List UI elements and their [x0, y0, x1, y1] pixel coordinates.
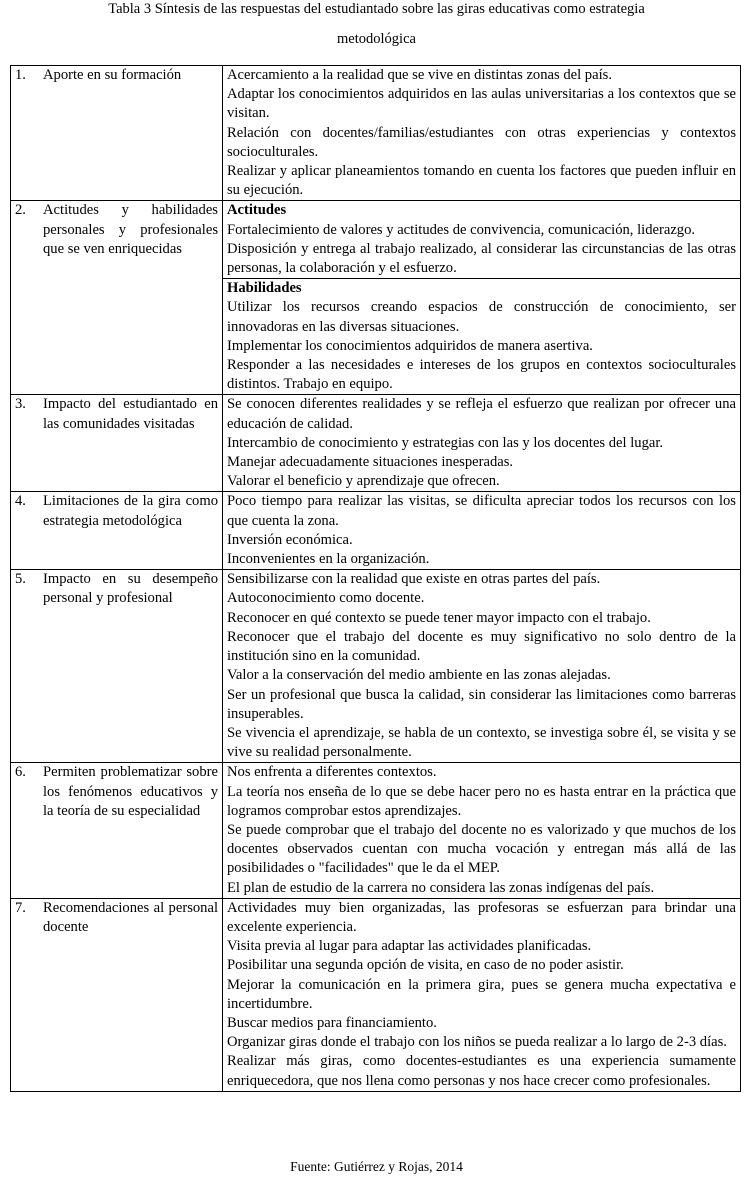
description-cell	[223, 279, 741, 395]
synthesis-table-body	[11, 66, 741, 1092]
description-item: Mejorar la comunicación en la primera gira, pues se genera mucha expectativa e incertidumbre.	[227, 976, 736, 1012]
description-item: Reconocer en qué contexto se puede tener mayor impacto con el trabajo.	[227, 609, 651, 626]
table-row	[11, 395, 741, 492]
description-cell	[223, 201, 741, 279]
category-label: Limitaciones de la gira como estrategia metodológica	[43, 493, 218, 529]
description-cell	[223, 395, 741, 492]
description-item: Disposición y entrega al trabajo realizado, al considerar las circunstancias de las otras personas, la colaboración y el esfuerzo.	[227, 240, 736, 277]
category-label: Recomendaciones al personal docente	[43, 899, 218, 935]
description-item: Realizar más giras, como docentes-estudiantes es una experiencia sumamente enriquecedora, que nos llena como personas y nos hace crecer como profesionales.	[227, 1053, 736, 1089]
table-caption: Tabla 3 Síntesis de las respuestas del estudiantado sobre las giras educativas como estrategia	[108, 1, 645, 17]
category-number: 7.	[15, 899, 26, 916]
description-item: Buscar medios para financiamiento.	[227, 1014, 437, 1031]
category-label: Impacto en su desempeño personal y profesional	[43, 571, 218, 607]
description-item: Visita previa al lugar para adaptar las actividades planificadas.	[227, 938, 592, 955]
description-item: Poco tiempo para realizar las visitas, se dificulta apreciar todos los recursos con los que cuenta la zona.	[227, 493, 736, 529]
description-item: Organizar giras donde el trabajo con los niños se pueda realizar a lo largo de 2-3 días.	[227, 1034, 727, 1051]
description-item: Manejar adecuadamente situaciones inesperadas.	[227, 454, 514, 471]
table-row	[11, 763, 741, 898]
category-number: 1.	[15, 67, 26, 83]
description-item: Valor a la conservación del medio ambiente en las zonas alejadas.	[227, 667, 611, 684]
category-wrap	[15, 570, 218, 608]
description-item: El plan de estudio de la carrera no considera las zonas indígenas del país.	[227, 879, 655, 896]
description-cell	[223, 763, 741, 898]
category-cell	[11, 66, 223, 201]
description-cell	[223, 66, 741, 201]
category-cell	[11, 492, 223, 570]
category-number: 2.	[15, 202, 26, 219]
category-wrap	[15, 66, 218, 85]
section-heading: Habilidades	[227, 280, 302, 297]
description-item: Intercambio de conocimiento y estrategias con las y los docentes del lugar.	[227, 434, 664, 451]
description-item: Autoconocimiento como docente.	[227, 590, 425, 607]
category-wrap	[15, 201, 218, 259]
table-row	[11, 570, 741, 763]
description-item: Sensibilizarse con la realidad que existe en otras partes del país.	[227, 571, 601, 588]
category-wrap	[15, 899, 218, 937]
table-row	[11, 492, 741, 570]
category-number: 4.	[15, 493, 26, 510]
table-source: Fuente: Gutiérrez y Rojas, 2014	[290, 1159, 463, 1174]
description-item: Ser un profesional que busca la calidad, sin considerar las limitaciones como barreras insuperables.	[227, 686, 736, 722]
category-cell	[11, 570, 223, 763]
category-cell	[11, 395, 223, 492]
category-label: Impacto del estudiantado en las comunidades visitadas	[43, 396, 218, 432]
table-row	[11, 201, 741, 279]
table-caption-continued: metodológica	[337, 31, 416, 47]
description-item: Acercamiento a la realidad que se vive en distintas zonas del país.	[227, 67, 612, 83]
description-item: Implementar los conocimientos adquiridos de manera asertiva.	[227, 337, 593, 354]
description-item: Se vivencia el aprendizaje, se habla de un contexto, se investiga sobre él, se visita y se vive su realidad personalmente.	[227, 724, 736, 761]
category-number: 6.	[15, 764, 26, 781]
category-label: Actitudes y habilidades personales y profesionales que se ven enriquecidas	[43, 202, 218, 257]
description-item: La teoría nos enseña de lo que se debe hacer pero no es hasta entrar en la práctica que logramos comprobar estos aprendizajes.	[227, 783, 736, 819]
description-item: Relación con docentes/familias/estudiantes con otras experiencias y contextos socioculturales.	[227, 124, 736, 160]
category-wrap	[15, 763, 218, 821]
category-number: 5.	[15, 571, 26, 588]
description-item: Se puede comprobar que el trabajo del docente no es valorizado y que muchos de los docentes observados cuentan con mucha vocación y entregan más allá de las posibilidades o "facilidades" que le da el MEP.	[227, 821, 736, 877]
category-number: 3.	[15, 396, 26, 413]
description-item: Adaptar los conocimientos adquiridos en las aulas universitarias a los contextos que se visitan.	[227, 86, 736, 122]
category-label: Permiten problematizar sobre los fenómenos educativos y la teoría de su especialidad	[43, 764, 218, 819]
table-row	[11, 66, 741, 201]
description-item: Responder a las necesidades e intereses de los grupos en contextos socioculturales distintos. Trabajo en equipo.	[227, 357, 736, 393]
description-item: Reconocer que el trabajo del docente es muy significativo no solo dentro de la institución sino en la comunidad.	[227, 628, 736, 665]
description-item: Utilizar los recursos creando espacios de construcción de conocimiento, ser innovadoras en las diversas situaciones.	[227, 299, 736, 335]
description-item: Nos enfrenta a diferentes contextos.	[227, 764, 437, 781]
synthesis-table	[10, 65, 741, 1092]
category-wrap	[15, 492, 218, 530]
category-wrap	[15, 395, 218, 433]
category-cell	[11, 763, 223, 898]
table-row	[11, 898, 741, 1091]
description-item: Fortalecimiento de valores y actitudes de convivencia, comunicación, liderazgo.	[227, 221, 696, 238]
description-cell	[223, 898, 741, 1091]
description-cell	[223, 570, 741, 763]
description-item: Inversión económica.	[227, 531, 353, 548]
category-label: Aporte en su formación	[43, 67, 182, 83]
description-item: Actividades muy bien organizadas, las profesoras se esfuerzan para brindar una excelente experiencia.	[227, 899, 736, 935]
description-item: Valorar el beneficio y aprendizaje que ofrecen.	[227, 473, 500, 490]
category-cell	[11, 201, 223, 395]
description-cell	[223, 492, 741, 570]
description-item: Posibilitar una segunda opción de visita, en caso de no poder asistir.	[227, 957, 624, 974]
description-item: Realizar y aplicar planeamientos tomando en cuenta los factores que pueden influir en su ejecución.	[227, 163, 736, 199]
description-item: Se conocen diferentes realidades y se refleja el esfuerzo que realizan por ofrecer una educación de calidad.	[227, 396, 736, 432]
category-cell	[11, 898, 223, 1091]
description-item: Inconvenientes en la organización.	[227, 551, 430, 568]
section-heading: Actitudes	[227, 202, 287, 219]
